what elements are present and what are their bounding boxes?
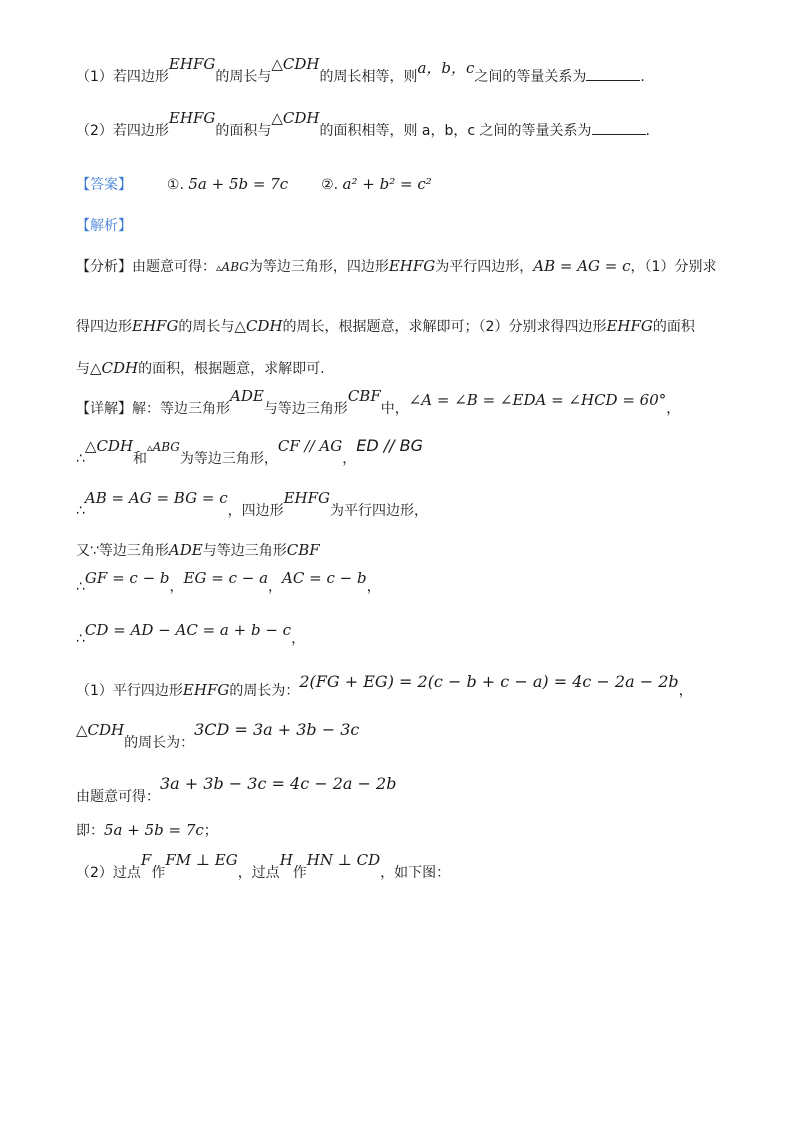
detail-p5-zuo2: 作	[292, 865, 307, 881]
detail-d4-b: 与等边三角形	[202, 543, 287, 559]
q2-blank	[592, 120, 646, 135]
part1-line-1: （1）平行四边形EHFG的周长为：2(FG + EG) = 2(c − b + c − a) = 4c − 2a − 2b，	[76, 672, 693, 699]
fenxi-l2-d: 的面积	[652, 319, 695, 335]
detail-p5-f: F	[140, 851, 152, 869]
part2-line-1	[76, 851, 451, 883]
q2-mid: 的面积与	[215, 123, 272, 139]
detail-p1-shape: EHFG	[182, 681, 230, 699]
detail-d3-c: 为平行四边形，	[330, 503, 429, 519]
q2-tail: 的面积相等，则 a，b，c 之间的等量关系为	[319, 123, 592, 139]
fenxi-line-3	[76, 358, 325, 379]
detail-d3-b: ，四边形	[227, 503, 284, 519]
q1-tri: △CDH	[271, 55, 320, 73]
q1-vars: a，b，c	[417, 59, 475, 77]
detail-d2-par2: ED // BG	[356, 436, 423, 455]
detail-d2-tri: △CDH	[84, 437, 134, 455]
detail-p5-e2: HN ⊥ CD	[306, 851, 381, 869]
fenxi-l2-shape: EHFG	[132, 317, 179, 335]
detail-p4-eq: 5a + 5b = 7c	[104, 821, 204, 839]
fenxi-l2-a: 得四边形	[76, 319, 132, 335]
q2-label: （2）若四边形	[76, 123, 169, 139]
answer-1: 5a + 5b = 7c	[188, 175, 289, 193]
question-1	[76, 55, 645, 87]
detail-p1-b: 的周长为：	[229, 683, 300, 699]
fenxi-l1-b: 为等边三角形，四边形	[248, 259, 389, 275]
analysis-tag: 【解析】	[76, 218, 132, 234]
question-2	[76, 109, 650, 141]
detail-p4-a: 即：	[76, 823, 104, 839]
detail-p2-eq: 3CD = 3a + 3b − 3c	[194, 720, 360, 739]
detail-p1-a: （1）平行四边形	[76, 683, 183, 699]
therefore-icon: ∴	[76, 503, 85, 519]
therefore-icon: ∴	[76, 579, 85, 595]
detail-d1-eq: ∠A = ∠B = ∠EDA = ∠HCD = 60°	[408, 391, 667, 409]
detail-d2-comma: ，	[342, 451, 357, 467]
detail-d4-cbf: CBF	[286, 541, 320, 559]
detail-line-6: ∴CD = AD − AC = a + b − c，	[76, 621, 306, 647]
detail-line-1	[76, 387, 681, 419]
q2-shape: EHFG	[168, 109, 216, 127]
fenxi-l2-b: 的周长与	[178, 319, 235, 335]
detail-line-4	[76, 540, 320, 561]
detail-line-3	[76, 489, 429, 521]
therefore-icon: ∴	[76, 631, 85, 647]
detail-d2-par1: CF // AG	[277, 437, 343, 455]
fenxi-line-2	[76, 316, 695, 337]
answer-line	[76, 174, 432, 195]
detail-line-2	[76, 436, 423, 470]
detail-p2-b: 的周长为：	[124, 735, 195, 751]
detail-line-5: ∴GF = c − b，EG = c − a，AC = c − b，	[76, 569, 381, 595]
detail-p3-eq: 3a + 3b − 3c = 4c − 2a − 2b	[160, 774, 397, 793]
detail-p5-c: ，如下图：	[380, 865, 451, 881]
detail-p5-h: H	[279, 851, 293, 869]
q2-tri: △CDH	[271, 109, 320, 127]
detail-p5-b: ，过点	[237, 865, 280, 881]
detail-d1-ade: ADE	[230, 387, 264, 405]
q1-end: .	[640, 69, 645, 85]
fenxi-l3-b: 的面积，根据题意，求解即可.	[138, 361, 325, 377]
fenxi-l1-eq: AB = AG = c	[533, 257, 631, 275]
small-triangle-icon: ▵	[216, 261, 222, 274]
detail-d1-b: 与等边三角形	[263, 401, 348, 417]
q1-label: （1）若四边形	[76, 69, 169, 85]
fenxi-l3-tri: △CDH	[90, 359, 139, 377]
fenxi-l3-a: 与	[76, 361, 90, 377]
detail-d2-tri2: ABG	[152, 440, 180, 454]
detail-p5-a: （2）过点	[76, 865, 141, 881]
detail-d5-e2: EG = c − a	[183, 569, 269, 587]
detail-d1-cbf: CBF	[347, 387, 381, 405]
detail-p5-e1: FM ⊥ EG	[165, 851, 238, 869]
fenxi-l2-tri: △CDH	[234, 317, 283, 335]
detail-d5-e3: AC = c − b	[282, 569, 367, 587]
detail-d2-b: 为等边三角形，	[179, 451, 278, 467]
detail-d3-shape: EHFG	[283, 489, 331, 507]
detail-d2-and: 和	[133, 451, 148, 467]
answer-2-label: ②.	[321, 177, 339, 193]
q1-shape: EHFG	[168, 55, 216, 73]
answer-tag: 【答案】	[76, 177, 132, 193]
part1-line-4	[76, 820, 218, 841]
detail-p2-tri: △CDH	[76, 721, 125, 739]
detail-d1-a: 【详解】解：等边三角形	[76, 401, 230, 417]
detail-d6-eq: CD = AD − AC = a + b − c	[84, 621, 292, 639]
answer-1-label: ①.	[166, 177, 184, 193]
q1-tail: 之间的等量关系为	[474, 69, 587, 85]
q2-end: .	[645, 123, 650, 139]
detail-p3-a: 由题意可得：	[76, 789, 160, 805]
detail-d4-ade: ADE	[168, 541, 203, 559]
detail-d4-a: 又∵等边三角形	[76, 543, 169, 559]
fenxi-l2-shape2: EHFG	[606, 317, 653, 335]
detail-p4-end: ；	[203, 823, 218, 839]
detail-p1-eq: 2(FG + EG) = 2(c − b + c − a) = 4c − 2a − 2b	[299, 672, 679, 691]
fenxi-l1-a: 【分析】由题意可得：	[76, 259, 216, 275]
fenxi-l1-c: 为平行四边形，	[435, 259, 534, 275]
fenxi-l1-shape: EHFG	[388, 257, 436, 275]
q1-mid2: 的周长相等，则	[319, 69, 418, 85]
fenxi-l1-tri: ABG	[221, 260, 249, 274]
detail-p5-zuo: 作	[151, 865, 166, 881]
q1-blank	[586, 66, 640, 81]
fenxi-l1-d: ，（1）分别求	[630, 259, 717, 275]
therefore-icon: ∴	[76, 451, 85, 467]
q1-mid: 的周长与	[215, 69, 272, 85]
detail-d3-eq: AB = AG = BG = c	[84, 489, 228, 507]
part1-line-2	[76, 720, 360, 753]
detail-d1-end: ，	[666, 401, 681, 417]
part1-line-3	[76, 774, 397, 807]
answer-2: a² + b² = c²	[342, 175, 432, 193]
detail-d1-c: 中，	[380, 401, 409, 417]
fenxi-l2-c: 的周长，根据题意，求解即可；（2）分别求得四边形	[282, 319, 607, 335]
small-triangle-icon: ▵	[147, 441, 153, 454]
detail-d5-e1: GF = c − b	[84, 569, 170, 587]
fenxi-line-1	[76, 256, 716, 278]
